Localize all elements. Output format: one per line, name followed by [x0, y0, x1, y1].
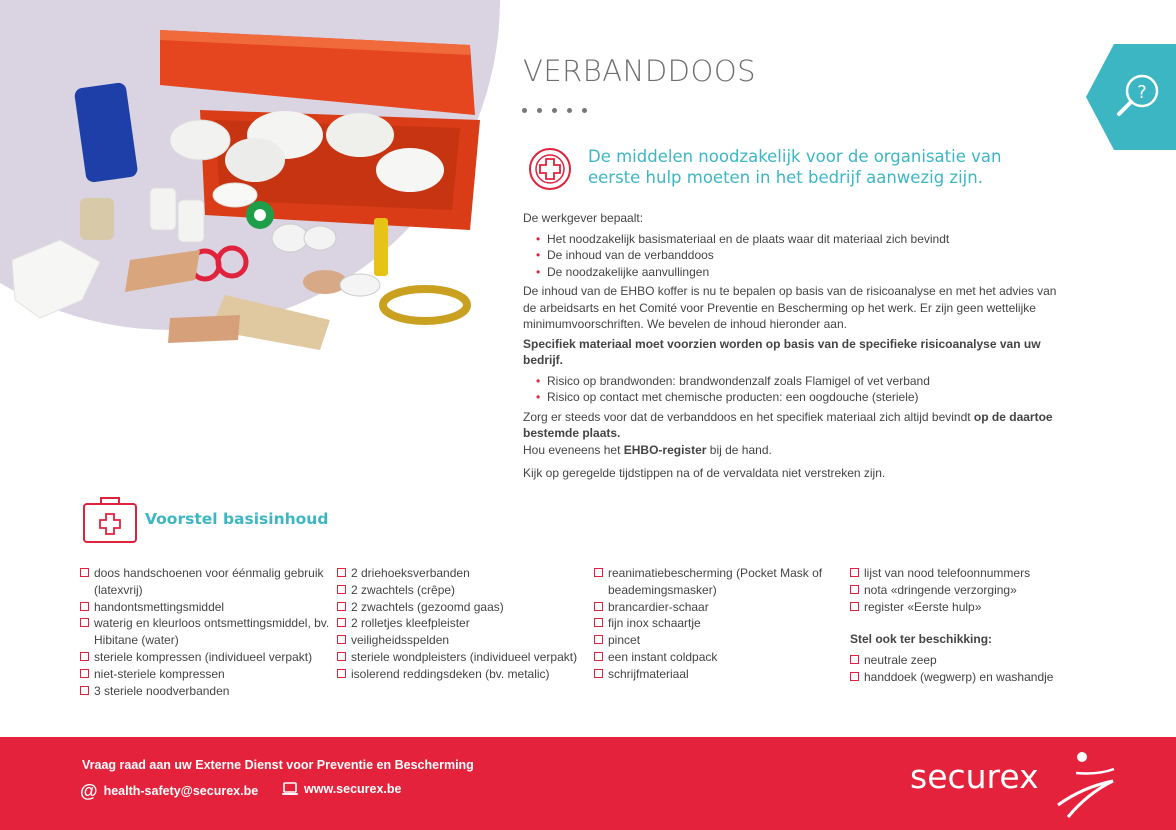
register-paragraph: Hou eveneens het EHBO-register bij de hand. — [523, 442, 772, 457]
checkbox[interactable] — [337, 669, 346, 678]
checkbox[interactable] — [337, 635, 346, 644]
list-item: • De noodzakelijke aanvullingen — [536, 264, 1058, 281]
checkbox[interactable] — [337, 602, 346, 611]
checklist-column-1 — [80, 565, 335, 699]
footer-title: Vraag raad aan uw Externe Dienst voor Preventie en Bescherming — [82, 758, 474, 772]
checklist-column-4 — [850, 565, 1100, 686]
checklist-item[interactable]: veiligheidsspelden — [337, 632, 592, 649]
checkbox[interactable] — [594, 635, 603, 644]
checklist-item[interactable]: handontsmettingsmiddel — [80, 599, 335, 616]
specific-material-heading: Specifiek materiaal moet voorzien worden op basis van de specifieke risicoanalyse van uw bedrijf. — [523, 336, 1041, 367]
medical-cross-icon — [527, 146, 573, 192]
employer-intro: De werkgever bepaalt: — [523, 211, 644, 225]
checklist-item[interactable]: waterig en kleurloos ontsmettingsmiddel, bv. Hibitane (water) — [80, 615, 335, 649]
checkbox[interactable] — [850, 585, 859, 594]
checkbox[interactable] — [337, 585, 346, 594]
svg-text:securex: securex — [910, 757, 1039, 796]
checklist-item[interactable]: pincet — [594, 632, 844, 649]
first-aid-kit-icon — [82, 494, 138, 544]
website-contact[interactable] — [282, 782, 402, 796]
intro-statement: De middelen noodzakelijk voor de organisatie van eerste hulp moeten in het bedrijf aanwezig zijn. — [588, 147, 1002, 187]
list-item: • Het noodzakelijk basismateriaal en de plaats waar dit materiaal zich bevindt — [536, 231, 1058, 248]
checkbox[interactable] — [594, 652, 603, 661]
checklist-column-2 — [337, 565, 592, 683]
checklist-item[interactable]: doos handschoenen voor éénmalig gebruik (latexvrij) — [80, 565, 335, 599]
footer — [0, 737, 1176, 830]
laptop-icon — [282, 782, 298, 796]
checkbox[interactable] — [337, 568, 346, 577]
checklist-item[interactable]: niet-steriele kompressen — [80, 666, 335, 683]
expiry-paragraph: Kijk op geregelde tijdstippen na of de vervaldata niet verstreken zijn. — [523, 466, 886, 480]
at-icon: @ — [80, 781, 98, 801]
checklist-item[interactable]: steriele kompressen (individueel verpakt) — [80, 649, 335, 666]
checkbox[interactable] — [594, 602, 603, 611]
first-aid-kit-photo — [0, 0, 500, 380]
checklist-item[interactable]: reanimatiebescherming (Pocket Mask of beademingsmasker) — [594, 565, 844, 599]
checklist-item[interactable]: nota «dringende verzorging» — [850, 582, 1100, 599]
list-item: • Risico op contact met chemische producten: een oogdouche (steriele) — [536, 389, 1058, 406]
checklist-item[interactable]: schrijfmateriaal — [594, 666, 844, 683]
checkbox[interactable] — [80, 602, 89, 611]
checklist-item[interactable]: steriele wondpleisters (individueel verpakt) — [337, 649, 592, 666]
checkbox[interactable] — [337, 652, 346, 661]
list-item: • De inhoud van de verbanddoos — [536, 247, 1058, 264]
securex-logo[interactable] — [908, 745, 1118, 825]
checkbox[interactable] — [80, 669, 89, 678]
checklist-item[interactable]: handdoek (wegwerp) en washandje — [850, 669, 1100, 686]
checklist-item[interactable]: 2 driehoeksverbanden — [337, 565, 592, 582]
checklist-item[interactable]: 2 zwachtels (gezoomd gaas) — [337, 599, 592, 616]
checkbox[interactable] — [594, 568, 603, 577]
checklist-item[interactable]: 2 zwachtels (crêpe) — [337, 582, 592, 599]
list-item: • Risico op brandwonden: brandwondenzalf zoals Flamigel of vet verband — [536, 373, 1058, 390]
checkbox[interactable] — [594, 669, 603, 678]
checklist-item[interactable]: 3 steriele noodverbanden — [80, 683, 335, 700]
checkbox[interactable] — [850, 672, 859, 681]
checklist-item[interactable]: neutrale zeep — [850, 652, 1100, 669]
checkbox[interactable] — [80, 686, 89, 695]
checkbox[interactable] — [850, 568, 859, 577]
body-content — [523, 210, 1058, 482]
website-link[interactable]: www.securex.be — [304, 782, 402, 796]
checklist-item[interactable]: fijn inox schaartje — [594, 615, 844, 632]
email-link[interactable]: health-safety@securex.be — [103, 784, 259, 798]
section-title: Voorstel basisinhoud — [145, 510, 329, 528]
ehbo-paragraph: De inhoud van de EHBO koffer is nu te bepalen op basis van de risicoanalyse en met het advies van de arbeidsarts en het Comité voor Preventie en Bescherming op het werk. Er zijn geen wettelijke minimumvoorschriften. We bevelen de inhoud hieronder aan. — [523, 284, 1057, 331]
page-title: VERBANDDOOS — [523, 54, 757, 88]
checklist-column-3 — [594, 565, 844, 683]
checkbox[interactable] — [850, 602, 859, 611]
checkbox[interactable] — [80, 568, 89, 577]
checkbox[interactable] — [594, 618, 603, 627]
also-provide-heading: Stel ook ter beschikking: — [850, 632, 993, 647]
checklist-item[interactable]: 2 rolletjes kleefpleister — [337, 615, 592, 632]
email-contact[interactable] — [80, 782, 258, 800]
checklist-item[interactable]: lijst van nood telefoonnummers — [850, 565, 1100, 582]
checkbox[interactable] — [80, 618, 89, 627]
employer-list — [536, 231, 1058, 281]
checklist-item[interactable]: een instant coldpack — [594, 649, 844, 666]
svg-text:?: ? — [1137, 82, 1147, 103]
checkbox[interactable] — [80, 652, 89, 661]
risk-list — [536, 373, 1058, 406]
help-tab[interactable] — [1086, 44, 1176, 150]
location-paragraph: Zorg er steeds voor dat de verbanddoos en het specifiek materiaal zich altijd bevindt op de daartoe bestemde plaats. — [523, 409, 1053, 440]
checklist-item[interactable]: brancardier-schaar — [594, 599, 844, 616]
checkbox[interactable] — [850, 655, 859, 664]
checklist-item[interactable]: register «Eerste hulp» — [850, 599, 1100, 616]
title-divider-dots — [522, 108, 587, 113]
checklist-item[interactable]: isolerend reddingsdeken (bv. metalic) — [337, 666, 592, 683]
checkbox[interactable] — [337, 618, 346, 627]
